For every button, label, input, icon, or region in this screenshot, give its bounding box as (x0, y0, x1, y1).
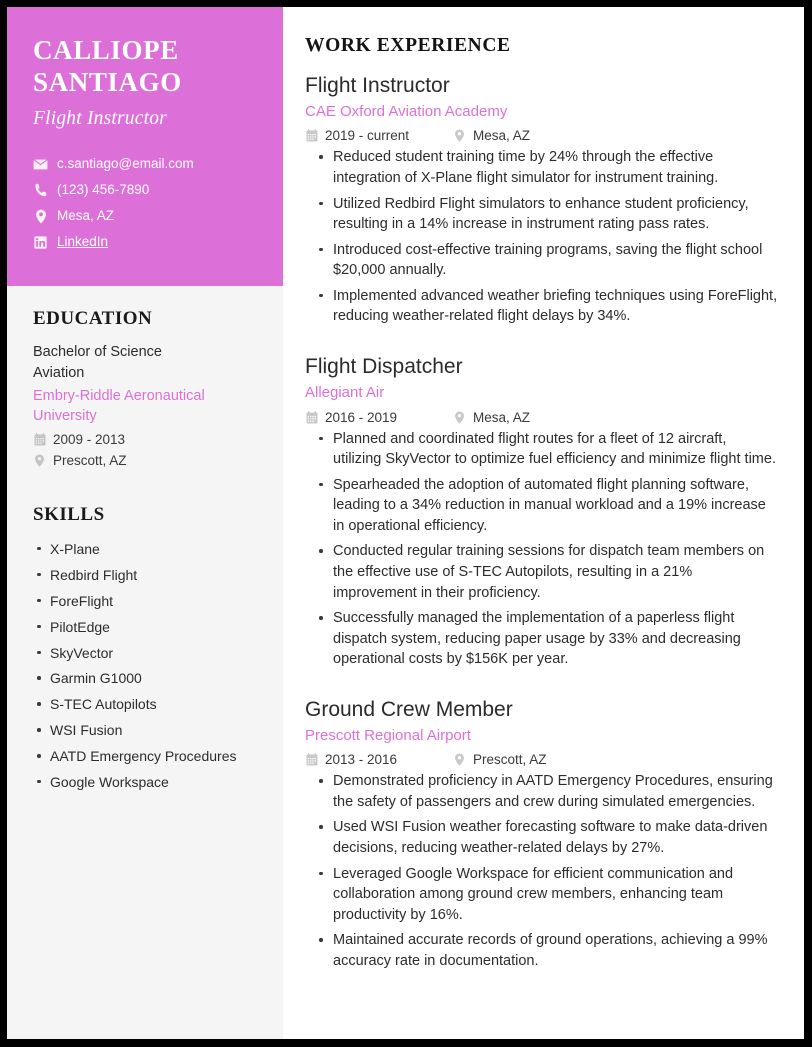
candidate-job-title: Flight Instructor (33, 108, 167, 130)
job-location-label: Prescott, AZ (473, 752, 547, 768)
list-item: S-TEC Autopilots (33, 693, 257, 715)
sidebar (7, 7, 283, 1039)
list-item: ForeFlight (33, 590, 257, 612)
education-location (33, 453, 257, 468)
location-pin-icon (33, 454, 46, 467)
job-dates (305, 410, 453, 425)
job-location (453, 752, 547, 767)
contact-email[interactable] (33, 156, 257, 173)
skills-heading: SKILLS (33, 503, 105, 525)
job-company: CAE Oxford Aviation Academy (305, 103, 508, 121)
job-dates-label: 2019 - current (325, 128, 410, 144)
resume-sheet (7, 7, 804, 1039)
list-item: Spearheaded the adoption of automated flight planning software, leading to a 34% reduction in manual workload and a 19% increase in operational efficiency. (305, 475, 778, 537)
education-location-label: Prescott, AZ (53, 452, 127, 468)
list-item: Utilized Redbird Flight simulators to enhance student proficiency, resulting in a 14% increase in instrument rating pass rates. (305, 194, 778, 235)
list-item: Demonstrated proficiency in AATD Emergency Procedures, ensuring the safety of passengers and crew during simulated emergencies. (305, 771, 778, 812)
job-entry (305, 354, 778, 670)
job-role: Flight Instructor (305, 74, 450, 97)
skills-section (33, 504, 257, 793)
linkedin-icon (33, 236, 48, 249)
list-item: Planned and coordinated flight routes for a fleet of 12 aircraft, utilizing SkyVector to optimize fuel efficiency and minimize flight time. (305, 429, 778, 470)
sidebar-header-block (7, 7, 283, 286)
education-section (33, 308, 257, 468)
job-location (453, 128, 530, 143)
list-item: Reduced student training time by 24% through the effective integration of X-Plane flight simulator for instrument training. (305, 147, 778, 188)
contact-phone-label: (123) 456-7890 (57, 182, 150, 198)
list-item: Introduced cost-effective training programs, saving the flight school $20,000 annually. (305, 240, 778, 281)
envelope-icon (33, 159, 48, 170)
list-item: Conducted regular training sessions for dispatch team members on the effective use of S-TEC Autopilots, resulting in a 21% improvement in their proficiency. (305, 541, 778, 603)
job-dates (305, 752, 453, 767)
job-dates (305, 128, 453, 143)
education-heading: EDUCATION (33, 307, 153, 329)
calendar-icon (33, 433, 46, 446)
list-item: Used WSI Fusion weather forecasting software to make data-driven decisions, reducing weather-related delays by 27%. (305, 817, 778, 858)
sidebar-body (7, 286, 283, 807)
education-dates-label: 2009 - 2013 (53, 431, 126, 447)
contact-phone[interactable] (33, 182, 257, 199)
job-meta (305, 752, 778, 767)
contact-location-label: Mesa, AZ (57, 207, 115, 223)
main-content (283, 7, 804, 1039)
job-dates-label: 2013 - 2016 (325, 752, 398, 768)
job-entry (305, 697, 778, 972)
job-company: Prescott Regional Airport (305, 727, 471, 745)
phone-icon (33, 183, 48, 197)
skills-list (33, 538, 257, 793)
calendar-icon (305, 753, 318, 766)
list-item: SkyVector (33, 642, 257, 664)
education-dates (33, 432, 257, 447)
location-pin-icon (453, 411, 466, 424)
job-location-label: Mesa, AZ (473, 409, 531, 425)
list-item: Garmin G1000 (33, 667, 257, 689)
job-meta (305, 410, 778, 425)
calendar-icon (305, 129, 318, 142)
work-experience-heading: WORK EXPERIENCE (305, 35, 511, 56)
contact-linkedin[interactable] (33, 234, 257, 251)
job-role: Flight Dispatcher (305, 355, 463, 379)
job-bullets (305, 147, 778, 327)
location-pin-icon (453, 129, 466, 142)
education-degree-line2: Aviation (33, 364, 85, 381)
list-item: X-Plane (33, 538, 257, 560)
job-company: Allegiant Air (305, 384, 385, 402)
list-item: Successfully managed the implementation of a paperless flight dispatch system, reducing paper usage by 33% and decreasing operational costs by $156K per year. (305, 608, 778, 670)
list-item: Redbird Flight (33, 564, 257, 586)
job-bullets (305, 429, 778, 670)
job-location-label: Mesa, AZ (473, 128, 531, 144)
education-school: Embry-Riddle Aeronautical University (33, 387, 205, 424)
job-bullets (305, 771, 778, 971)
list-item: Google Workspace (33, 771, 257, 793)
job-entry (305, 73, 778, 327)
job-dates-label: 2016 - 2019 (325, 409, 398, 425)
list-item: Implemented advanced weather briefing techniques using ForeFlight, reducing weather-related flight delays by 34%. (305, 286, 778, 327)
list-item: WSI Fusion (33, 719, 257, 741)
list-item: PilotEdge (33, 616, 257, 638)
job-meta (305, 128, 778, 143)
contact-linkedin-label[interactable]: LinkedIn (57, 233, 109, 249)
list-item: Maintained accurate records of ground operations, achieving a 99% accuracy rate in documentation. (305, 930, 778, 971)
contact-list (33, 156, 257, 251)
list-item: AATD Emergency Procedures (33, 745, 257, 767)
location-pin-icon (453, 753, 466, 766)
candidate-name: CALLIOPE SANTIAGO (33, 35, 182, 97)
contact-email-label: c.santiago@email.com (57, 156, 194, 172)
location-pin-icon (33, 209, 48, 224)
job-role: Ground Crew Member (305, 697, 513, 721)
list-item: Leveraged Google Workspace for efficient communication and collaboration among ground crew members, enhancing team productivity by 16%. (305, 864, 778, 926)
job-location (453, 410, 530, 425)
education-degree-line1: Bachelor of Science (33, 343, 162, 360)
contact-location (33, 208, 257, 225)
calendar-icon (305, 411, 318, 424)
